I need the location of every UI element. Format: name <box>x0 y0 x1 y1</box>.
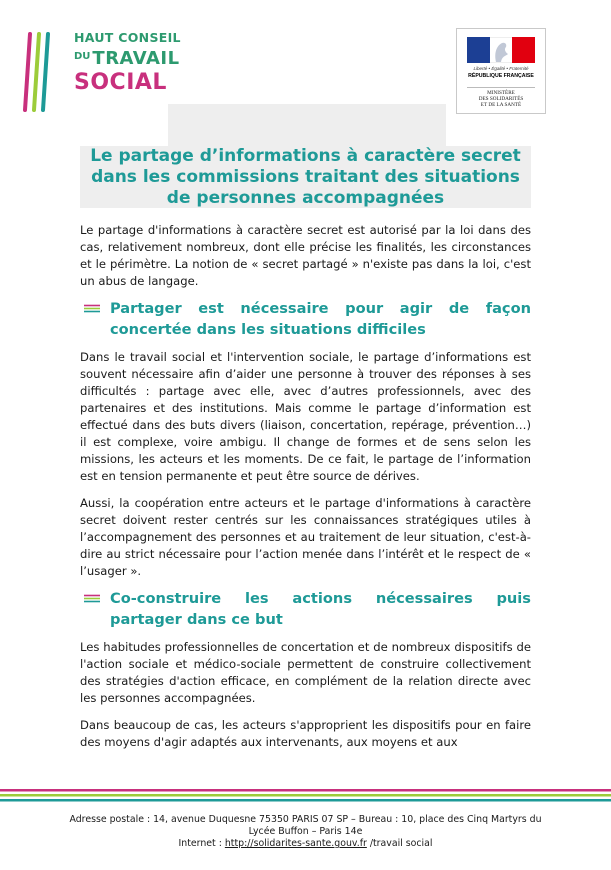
logo-line-travail: TRAVAIL <box>92 48 180 69</box>
footer-address: Adresse postale : 14, avenue Duquesne 75350 PARIS 07 SP – Bureau : 10, place des Cinq Martyrs du Lycée Buffon – Paris 14e <box>69 814 542 837</box>
footer-link-suffix: /travail social <box>369 838 433 849</box>
document-body <box>80 222 531 761</box>
ministry-name-line1: MINISTÈRE <box>487 90 515 96</box>
section2-heading <box>80 588 531 630</box>
footer-internet-label: Internet : <box>178 838 222 849</box>
logo-stripes-icon <box>22 32 56 112</box>
section1-heading <box>80 298 531 340</box>
ministry-name-line2: DES SOLIDARITÉS <box>478 96 524 103</box>
section1-paragraph1: Dans le travail social et l'intervention sociale, le partage d’informations est souvent nécessaire afin d’aider une personne à trouver des réponses à ses difficultés : partage avec elle, avec d’autres professionnels, avec des partenaires et des institutions. Mais comme le partage d’information est effectué dans des buts divers (liaison, concertation, repérage, prévention…) il est complexe, voire ambigu. Il change de formes et de sens selon les missions, les acteurs et les moments. De ce fait, le partage de l’information est en tension permanente et peut être source de dérives. <box>80 350 531 483</box>
ministry-logo <box>456 28 546 114</box>
logo-line-haut-conseil: HAUT CONSEIL <box>74 30 181 45</box>
title-tab-decoration <box>168 104 446 146</box>
ministry-name <box>461 90 541 109</box>
page-title <box>80 146 531 209</box>
ministry-motto: Liberté • Égalité • Fraternité <box>473 66 529 71</box>
title-line2: dans les commissions traitant des situations <box>91 167 520 187</box>
title-line3: de personnes accompagnées <box>166 188 445 208</box>
logo-line-social: SOCIAL <box>74 70 167 95</box>
section-stripes-icon <box>83 304 101 313</box>
marianne-flag-icon <box>467 37 535 63</box>
section2-heading-text: Co-construire les actions nécessaires puis partager dans ce but <box>110 590 531 628</box>
hcts-logo <box>22 30 182 112</box>
logo-line-du: DU <box>74 51 91 62</box>
ministry-republic: RÉPUBLIQUE FRANÇAISE <box>468 73 534 79</box>
footer <box>60 814 551 850</box>
section2-paragraph2: Dans beaucoup de cas, les acteurs s'approprient les dispositifs pour en faire des moyens d'agir adaptés aux intervenants, aux moyens et aux <box>80 718 531 749</box>
intro-paragraph: Le partage d'informations à caractère secret est autorisé par la loi dans des cas, relativement nombreux, dont elle précise les finalités, les circonstances et le périmètre. La notion de « secret partagé » n'existe pas dans la loi, c'est un abus de langage. <box>80 223 531 288</box>
footer-stripes-icon <box>0 789 611 803</box>
footer-internet-line <box>60 838 551 850</box>
ministry-name-line3: ET DE LA SANTÉ <box>480 102 522 109</box>
footer-website-link[interactable]: http://solidarites-sante.gouv.fr <box>224 838 367 849</box>
title-line1: Le partage d’informations à caractère secret <box>90 146 521 166</box>
ministry-divider <box>467 87 535 88</box>
logo-wordmark <box>74 30 181 95</box>
section-stripes-icon <box>83 594 101 603</box>
section1-paragraph2: Aussi, la coopération entre acteurs et le partage d'informations à caractère secret doivent rester centrés sur les connaissances stratégiques utiles à l’accompagnement des personnes et au traitement de leur situation, c'est-à-dire au strict nécessaire pour l’action menée dans l’intérêt et le respect de « l’usager ». <box>80 496 531 578</box>
section2-paragraph1: Les habitudes professionnelles de concertation et de nombreux dispositifs de l'action sociale et médico-sociale permettent de construire collectivement des stratégies d'action efficace, en complément de la relation directe avec les personnes accompagnées. <box>80 640 531 705</box>
section1-heading-text: Partager est nécessaire pour agir de façon concertée dans les situations difficiles <box>110 300 531 338</box>
